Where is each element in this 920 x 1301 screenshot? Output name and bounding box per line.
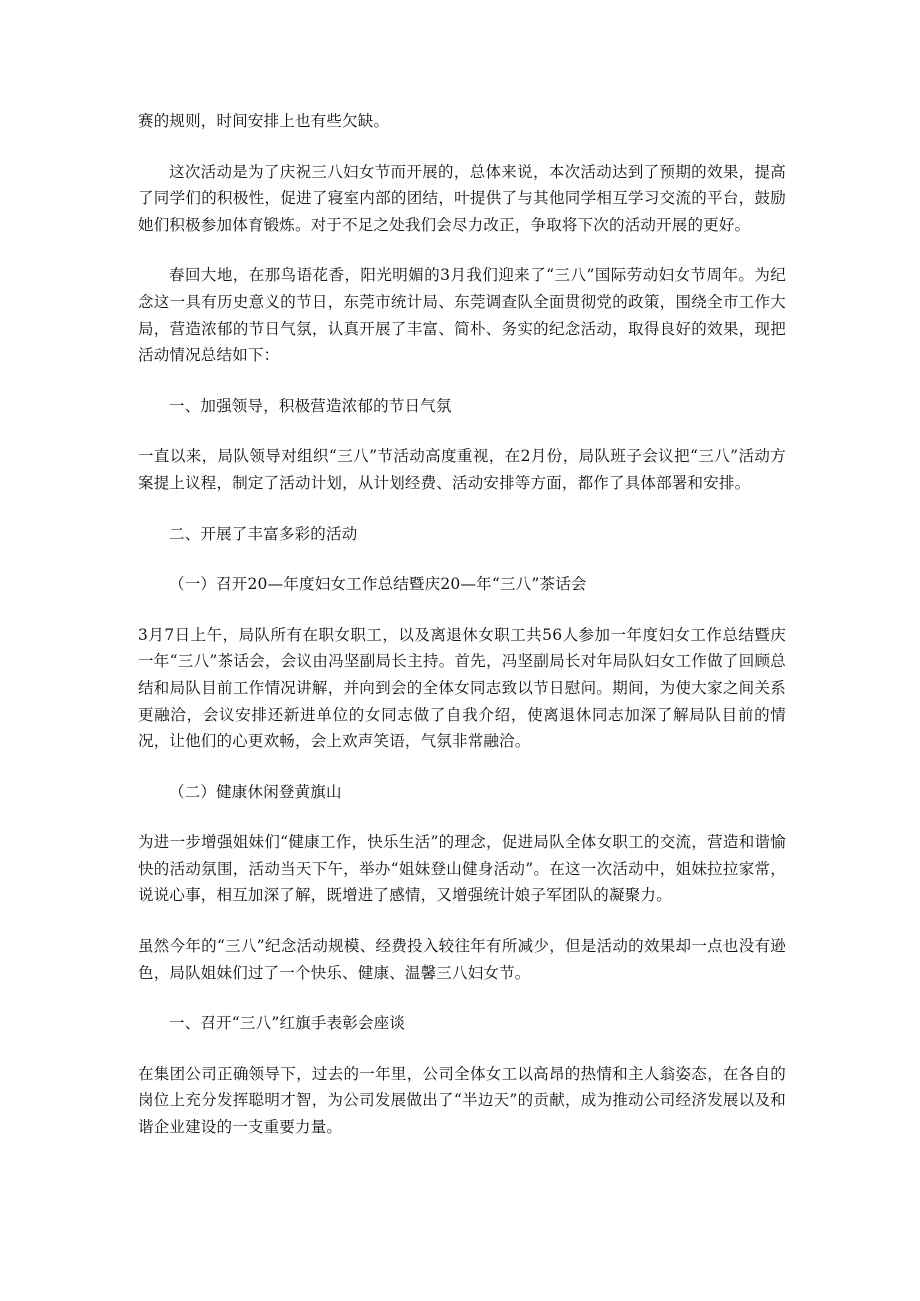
paragraph-tea-party: 3月7日上午，局队所有在职女职工，以及离退休女职工共56人参加一年度妇女工作总结暨庆一年“三八”茶话会，会议由冯坚副局长主持。首先，冯坚副局长对年局队妇女工作做了回顾总结和局队目前工作情况讲解，并向到会的全体女同志致以节日慰问。期间，为使大家之间关系更融洽，会议安排还新进单位的女同志做了自我介绍，使离退休同志加深了解局队目前的情况，让他们的心更欢畅，会上欢声笑语，气氛非常融洽。 <box>138 625 786 751</box>
paragraph-leadership: 一直以来，局队领导对组织“三八”节活动高度重视，在2月份，局队班子会议把“三八”活动方案提上议程，制定了活动计划，从计划经费、活动安排等方面，都作了具体部署和安排。 <box>138 447 786 492</box>
section-heading-2: 二、开展了丰富多彩的活动 <box>169 524 358 543</box>
paragraph-company: 在集团公司正确领导下，过去的一年里，公司全体女工以高昂的热情和主人翁姿态，在各自的岗位上充分发挥聪明才智，为公司发展做出了“半边天”的贡献，成为推动公司经济发展以及和谐企业建设的一支重要力量。 <box>138 1064 786 1137</box>
section-heading-1: 一、加强领导，积极营造浓郁的节日气氛 <box>169 396 452 415</box>
section-heading-red-flag: 一、召开“三八”红旗手表彰会座谈 <box>169 1014 406 1033</box>
paragraph-continuation: 赛的规则，时间安排上也有些欠缺。 <box>138 112 390 130</box>
subsection-heading-tea-party: （一）召开20—年度妇女工作总结暨庆20—年“三八”茶话会 <box>169 575 587 594</box>
subsection-heading-hiking: （二）健康休闲登黄旗山 <box>169 782 342 801</box>
paragraph-hiking: 为进一步增强姐妹们“健康工作，快乐生活”的理念，促进局队全体女职工的交流，营造和谐愉快的活动氛围，活动当天下午，举办“姐妹登山健身活动”。在这一次活动中，姐妹拉拉家常，说说心事，相互加深了解，既增进了感情，又增强统计娘子军团队的凝聚力。 <box>138 833 786 905</box>
paragraph-intro: 春回大地，在那鸟语花香，阳光明媚的3月我们迎来了“三八”国际劳动妇女节周年。为纪念这一具有历史意义的节日，东莞市统计局、东莞调查队全面贯彻党的政策，围绕全市工作大局，营造浓郁的节日气氛，认真开展了丰富、简朴、务实的纪念活动，取得良好的效果，现把活动情况总结如下： <box>138 266 786 365</box>
paragraph-conclusion: 虽然今年的“三八”纪念活动规模、经费投入较往年有所减少，但是活动的效果却一点也没有逊色，局队姐妹们过了一个快乐、健康、温馨三八妇女节。 <box>138 937 786 982</box>
paragraph-activity-summary: 这次活动是为了庆祝三八妇女节而开展的，总体来说，本次活动达到了预期的效果，提高了同学们的积极性，促进了寝室内部的团结，叶提供了与其他同学相互学习交流的平台，鼓励她们积极参加体育锻炼。对于不足之处我们会尽力改正，争取将下次的活动开展的更好。 <box>138 162 786 234</box>
